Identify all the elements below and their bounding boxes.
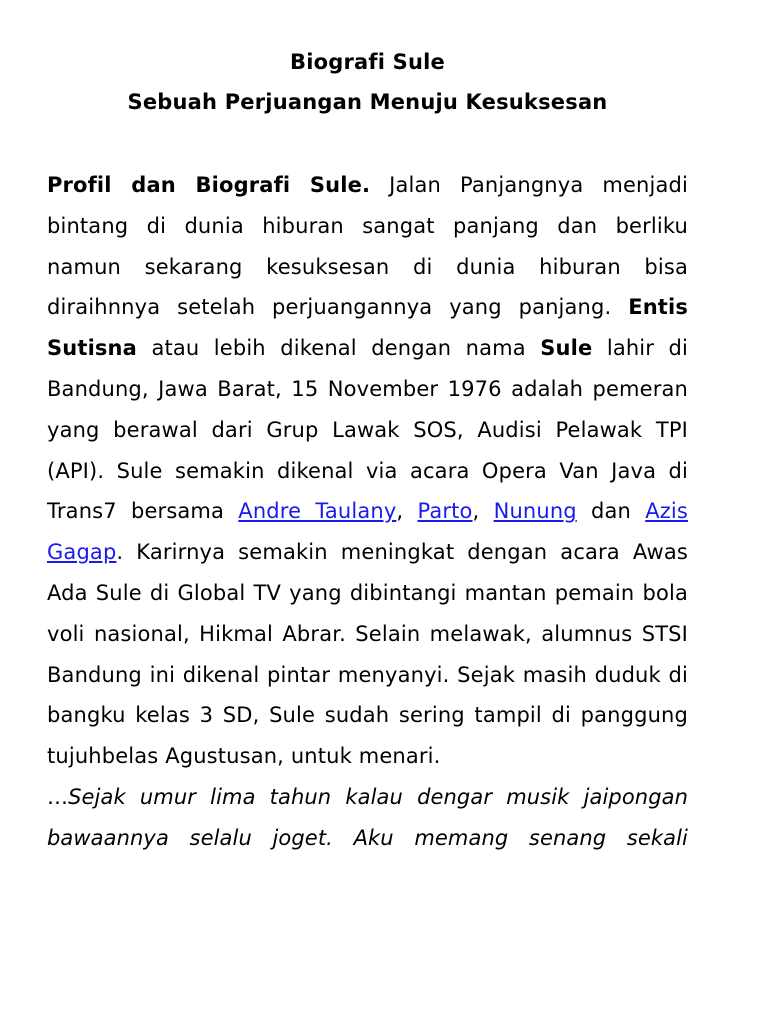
quote-ellipsis: … [47,784,69,809]
biography-paragraph [47,165,688,777]
document-subtitle: Sebuah Perjuangan Menuju Kesuksesan [127,90,608,114]
paragraph-text-2: atau lebih dikenal dengan nama [136,336,541,361]
lead-bold-text: Profil dan Biografi Sule. [47,173,371,197]
link-nunung[interactable]: Nunung [493,499,577,524]
quote-text-2: bawaannya selalu joget. Aku memang senang sekali [47,825,688,850]
paragraph-text-3: lahir di Bandung, Jawa Barat, 15 November 1976 adalah pemeran yang berawal dari Grup Lawak SOS, Audisi Pelawak TPI (API). Sule semakin dikenal via acara Opera Van Java di Trans7 bersama [47,336,688,524]
paragraph-text-1: Jalan Panjangnya menjadi bintang di dunia hiburan sangat panjang dan berliku namun sekarang kesuksesan di dunia hiburan bisa diraihnnya setelah perjuangannya yang panjang. [47,173,688,320]
separator-1: , [396,499,418,524]
quote-line-1 [47,777,688,818]
link-andre-taulany[interactable]: Andre Taulany [238,499,397,524]
paragraph-text-4: . Karirnya semakin meningkat dengan acara Awas Ada Sule di Global TV yang dibintangi mantan pemain bola voli nasional, Hikmal Abrar. Selain melawak, alumnus STSI Bandung ini dikenal pintar menyanyi. Sejak masih duduk di bangku kelas 3 SD, Sule sudah sering tampil di panggung tujuhbelas Agustusan, untuk menari. [47,540,688,769]
quote-text-1: Sejak umur lima tahun kalau dengar musik jaipongan [68,784,688,809]
quote-line-2 [47,818,688,859]
separator-3: dan [576,499,646,524]
link-azis-gagap[interactable]: Azis Gagap [47,499,688,565]
full-name-bold: Entis Sutisna [47,295,688,361]
document-title: Biografi Sule [290,50,445,74]
separator-2: , [472,499,494,524]
link-parto[interactable]: Parto [417,499,473,524]
document-page [47,42,688,859]
nickname-bold: Sule [540,336,593,361]
